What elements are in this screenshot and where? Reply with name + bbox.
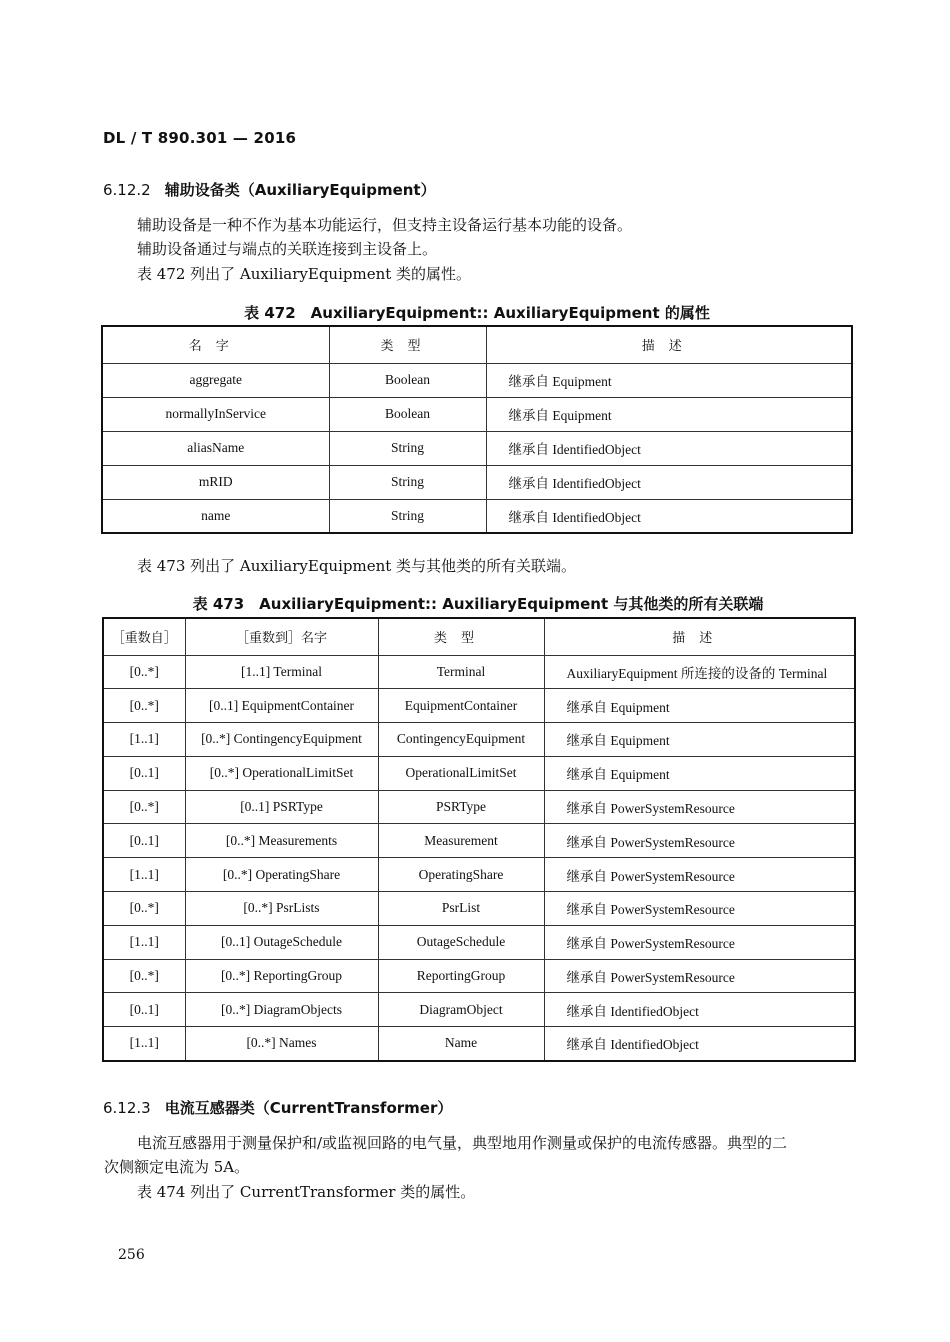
cell-multiplicity-from: [0..*] xyxy=(103,790,185,824)
column-header: 类型 xyxy=(378,618,544,655)
cell-type: PsrList xyxy=(378,892,544,926)
cell-description: 继承自 Equipment xyxy=(544,689,855,723)
paragraph: 表 474 列出了 CurrentTransformer 类的属性。 xyxy=(137,1183,476,1201)
cell-description: 继承自 PowerSystemResource xyxy=(544,824,855,858)
table-row xyxy=(103,756,855,790)
cell-name: name xyxy=(102,499,329,533)
table-header-row xyxy=(102,326,852,363)
cell-description: 继承自 Equipment xyxy=(544,756,855,790)
table-row xyxy=(103,723,855,757)
cell-description: 继承自 Equipment xyxy=(544,723,855,757)
paragraph: 辅助设备是一种不作为基本功能运行，但支持主设备运行基本功能的设备。 xyxy=(137,216,633,234)
cell-role-name: [0..*] OperationalLimitSet xyxy=(185,756,378,790)
table-row xyxy=(103,892,855,926)
column-header: 描述 xyxy=(544,618,855,655)
table-row xyxy=(103,790,855,824)
cell-role-name: [0..*] PsrLists xyxy=(185,892,378,926)
cell-description: 继承自 IdentifiedObject xyxy=(486,499,852,533)
cell-role-name: [0..1] EquipmentContainer xyxy=(185,689,378,723)
cell-type: String xyxy=(329,431,486,465)
paragraph: 辅助设备通过与端点的关联连接到主设备上。 xyxy=(137,240,438,258)
column-header: ［重数到］名字 xyxy=(185,618,378,655)
table-472 xyxy=(101,325,853,534)
cell-type: Measurement xyxy=(378,824,544,858)
table-row xyxy=(103,959,855,993)
cell-description: 继承自 PowerSystemResource xyxy=(544,925,855,959)
cell-type: ContingencyEquipment xyxy=(378,723,544,757)
table-473 xyxy=(102,617,856,1062)
table-473-caption: 表 473 AuxiliaryEquipment:: AuxiliaryEquipment 与其他类的所有关联端 xyxy=(192,595,764,613)
table-row xyxy=(102,397,852,431)
table-row xyxy=(103,858,855,892)
table-row xyxy=(102,363,852,397)
section-heading-6-12-2 xyxy=(103,179,436,200)
column-header: 描述 xyxy=(486,326,852,363)
section-title: 辅助设备类（AuxiliaryEquipment） xyxy=(164,181,436,199)
cell-name: aliasName xyxy=(102,431,329,465)
table-row xyxy=(102,431,852,465)
table-472-caption: 表 472 AuxiliaryEquipment:: AuxiliaryEquipment 的属性 xyxy=(244,304,710,322)
cell-description: 继承自 PowerSystemResource xyxy=(544,892,855,926)
cell-description: 继承自 IdentifiedObject xyxy=(544,1027,855,1061)
cell-multiplicity-from: [0..1] xyxy=(103,993,185,1027)
cell-description: 继承自 IdentifiedObject xyxy=(544,993,855,1027)
paragraph: 表 472 列出了 AuxiliaryEquipment 类的属性。 xyxy=(137,265,472,283)
cell-role-name: [0..*] DiagramObjects xyxy=(185,993,378,1027)
cell-name: mRID xyxy=(102,465,329,499)
cell-description: 继承自 IdentifiedObject xyxy=(486,431,852,465)
cell-description: 继承自 PowerSystemResource xyxy=(544,790,855,824)
cell-description: 继承自 PowerSystemResource xyxy=(544,858,855,892)
cell-name: aggregate xyxy=(102,363,329,397)
section-heading-6-12-3 xyxy=(103,1097,452,1118)
cell-multiplicity-from: [1..1] xyxy=(103,1027,185,1061)
cell-multiplicity-from: [0..*] xyxy=(103,892,185,926)
table-row xyxy=(103,925,855,959)
table-row xyxy=(103,993,855,1027)
table-row xyxy=(103,1027,855,1061)
cell-description: 继承自 Equipment xyxy=(486,363,852,397)
cell-type: Boolean xyxy=(329,397,486,431)
cell-multiplicity-from: [1..1] xyxy=(103,858,185,892)
cell-type: Boolean xyxy=(329,363,486,397)
cell-role-name: [0..*] OperatingShare xyxy=(185,858,378,892)
cell-role-name: [0..*] Names xyxy=(185,1027,378,1061)
page-number: 256 xyxy=(118,1247,145,1263)
table-row xyxy=(103,689,855,723)
table-row xyxy=(102,465,852,499)
cell-type: Terminal xyxy=(378,655,544,689)
cell-multiplicity-from: [0..*] xyxy=(103,689,185,723)
cell-type: Name xyxy=(378,1027,544,1061)
document-header: DL / T 890.301 — 2016 xyxy=(103,129,297,147)
cell-name: normallyInService xyxy=(102,397,329,431)
cell-multiplicity-from: [1..1] xyxy=(103,925,185,959)
table-row xyxy=(103,824,855,858)
cell-type: String xyxy=(329,465,486,499)
section-number: 6.12.3 xyxy=(103,1099,151,1117)
paragraph: 次侧额定电流为 5A。 xyxy=(104,1158,250,1176)
cell-role-name: [0..*] ContingencyEquipment xyxy=(185,723,378,757)
cell-type: OutageSchedule xyxy=(378,925,544,959)
cell-description: 继承自 Equipment xyxy=(486,397,852,431)
cell-type: PSRType xyxy=(378,790,544,824)
cell-role-name: [0..1] OutageSchedule xyxy=(185,925,378,959)
cell-type: EquipmentContainer xyxy=(378,689,544,723)
paragraph: 表 473 列出了 AuxiliaryEquipment 类与其他类的所有关联端。 xyxy=(137,557,577,575)
cell-role-name: [0..1] PSRType xyxy=(185,790,378,824)
cell-description: AuxiliaryEquipment 所连接的设备的 Terminal xyxy=(544,655,855,689)
cell-multiplicity-from: [1..1] xyxy=(103,723,185,757)
cell-type: ReportingGroup xyxy=(378,959,544,993)
cell-type: String xyxy=(329,499,486,533)
cell-multiplicity-from: [0..*] xyxy=(103,655,185,689)
cell-type: OperationalLimitSet xyxy=(378,756,544,790)
cell-role-name: [1..1] Terminal xyxy=(185,655,378,689)
column-header: ［重数自］ xyxy=(103,618,185,655)
cell-role-name: [0..*] ReportingGroup xyxy=(185,959,378,993)
paragraph: 电流互感器用于测量保护和/或监视回路的电气量，典型地用作测量或保护的电流传感器。典型的二 xyxy=(137,1134,788,1152)
section-number: 6.12.2 xyxy=(103,181,151,199)
section-title: 电流互感器类（CurrentTransformer） xyxy=(164,1099,453,1117)
column-header: 名字 xyxy=(102,326,329,363)
cell-description: 继承自 PowerSystemResource xyxy=(544,959,855,993)
table-row xyxy=(103,655,855,689)
table-header-row xyxy=(103,618,855,655)
cell-type: DiagramObject xyxy=(378,993,544,1027)
cell-multiplicity-from: [0..1] xyxy=(103,824,185,858)
cell-description: 继承自 IdentifiedObject xyxy=(486,465,852,499)
cell-multiplicity-from: [0..1] xyxy=(103,756,185,790)
cell-multiplicity-from: [0..*] xyxy=(103,959,185,993)
table-row xyxy=(102,499,852,533)
column-header: 类型 xyxy=(329,326,486,363)
cell-role-name: [0..*] Measurements xyxy=(185,824,378,858)
cell-type: OperatingShare xyxy=(378,858,544,892)
